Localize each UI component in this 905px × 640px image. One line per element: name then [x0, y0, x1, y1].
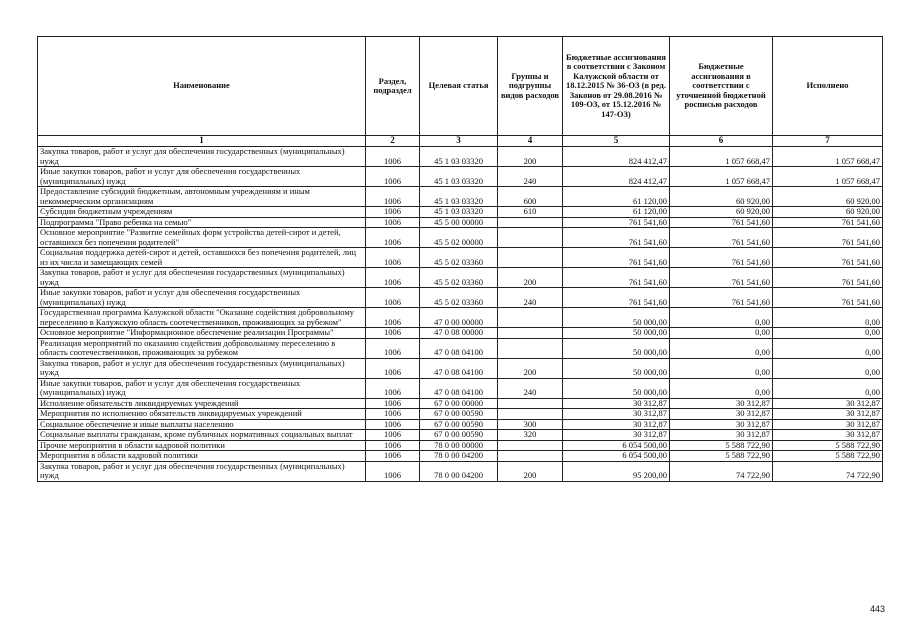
cell-refined: 30 312,87 — [670, 430, 773, 441]
table-row — [38, 147, 883, 167]
cell-target: 67 0 00 00590 — [420, 430, 498, 441]
cell-section: 1006 — [366, 358, 420, 378]
cell-target: 67 0 00 00590 — [420, 409, 498, 420]
cell-name: Реализация мероприятий по оказанию содействия добровольному переселению в область соотечественников, проживающих за рубежом — [38, 338, 366, 358]
cell-law: 50 000,00 — [563, 338, 670, 358]
cell-refined: 0,00 — [670, 358, 773, 378]
cell-executed: 5 588 722,90 — [773, 440, 883, 451]
cell-law: 50 000,00 — [563, 358, 670, 378]
table-row — [38, 268, 883, 288]
cell-law: 761 541,60 — [563, 228, 670, 248]
cell-refined: 30 312,87 — [670, 419, 773, 430]
cell-name: Государственная программа Калужской области "Оказание содействия добровольному переселению в Калужскую область соотечественников, проживающих за рубежом" — [38, 308, 366, 328]
cell-group: 610 — [498, 207, 563, 218]
cell-group — [498, 440, 563, 451]
cell-refined: 761 541,60 — [670, 228, 773, 248]
cell-name: Закупка товаров, работ и услуг для обеспечения государственных (муниципальных) нужд — [38, 461, 366, 481]
column-number: 6 — [670, 136, 773, 147]
cell-executed: 0,00 — [773, 338, 883, 358]
cell-name: Социальные выплаты гражданам, кроме публичных нормативных социальных выплат — [38, 430, 366, 441]
cell-name: Иные закупки товаров, работ и услуг для обеспечения государственных (муниципальных) нужд — [38, 378, 366, 398]
cell-law: 50 000,00 — [563, 328, 670, 339]
cell-executed: 761 541,60 — [773, 228, 883, 248]
cell-name: Социальное обеспечение и иные выплаты населению — [38, 419, 366, 430]
header-target: Целевая статья — [420, 37, 498, 136]
cell-law: 761 541,60 — [563, 288, 670, 308]
header-refined: Бюджетные ассигнования в соответствии с уточненной бюджетной росписью расходов — [670, 37, 773, 136]
column-number: 4 — [498, 136, 563, 147]
table-row — [38, 167, 883, 187]
cell-section: 1006 — [366, 217, 420, 228]
cell-name: Мероприятия в области кадровой политики — [38, 451, 366, 462]
cell-section: 1006 — [366, 248, 420, 268]
header-groups: Группы и подгруппы видов расходов — [498, 37, 563, 136]
cell-section: 1006 — [366, 419, 420, 430]
cell-name: Социальная поддержка детей-сирот и детей, оставшихся без попечения родителей, лиц из их числа и замещающих семей — [38, 248, 366, 268]
table-row — [38, 398, 883, 409]
cell-target: 45 5 02 03360 — [420, 248, 498, 268]
cell-executed: 74 722,90 — [773, 461, 883, 481]
cell-target: 45 1 03 03320 — [420, 167, 498, 187]
cell-name: Иные закупки товаров, работ и услуг для обеспечения государственных (муниципальных) нужд — [38, 288, 366, 308]
table-row — [38, 419, 883, 430]
column-number: 3 — [420, 136, 498, 147]
table-row — [38, 378, 883, 398]
cell-law: 95 200,00 — [563, 461, 670, 481]
cell-group: 240 — [498, 167, 563, 187]
cell-name: Основное мероприятие "Информационное обеспечение реализации Программы" — [38, 328, 366, 339]
cell-section: 1006 — [366, 187, 420, 207]
table-row — [38, 430, 883, 441]
cell-name: Предоставление субсидий бюджетным, автономным учреждениям и иным некоммерческим организациям — [38, 187, 366, 207]
cell-section: 1006 — [366, 461, 420, 481]
cell-section: 1006 — [366, 228, 420, 248]
cell-executed: 761 541,60 — [773, 217, 883, 228]
page-number: 443 — [869, 604, 885, 614]
cell-law: 761 541,60 — [563, 268, 670, 288]
cell-refined: 60 920,00 — [670, 187, 773, 207]
cell-group: 200 — [498, 358, 563, 378]
header-name: Наименование — [38, 37, 366, 136]
cell-executed: 60 920,00 — [773, 187, 883, 207]
table-row — [38, 207, 883, 218]
cell-refined: 60 920,00 — [670, 207, 773, 218]
header-executed: Исполнено — [773, 37, 883, 136]
cell-executed: 0,00 — [773, 378, 883, 398]
cell-refined: 761 541,60 — [670, 217, 773, 228]
cell-target: 45 5 02 00000 — [420, 228, 498, 248]
cell-law: 50 000,00 — [563, 378, 670, 398]
cell-section: 1006 — [366, 440, 420, 451]
cell-refined: 74 722,90 — [670, 461, 773, 481]
cell-name: Субсидии бюджетным учреждениям — [38, 207, 366, 218]
cell-section: 1006 — [366, 398, 420, 409]
cell-executed: 1 057 668,47 — [773, 147, 883, 167]
cell-law: 761 541,60 — [563, 248, 670, 268]
cell-target: 45 5 02 03360 — [420, 288, 498, 308]
cell-law: 6 054 500,00 — [563, 440, 670, 451]
budget-table — [37, 36, 883, 482]
column-number-row — [38, 136, 883, 147]
cell-group — [498, 338, 563, 358]
cell-target: 67 0 00 00000 — [420, 398, 498, 409]
cell-section: 1006 — [366, 338, 420, 358]
cell-name: Закупка товаров, работ и услуг для обеспечения государственных (муниципальных) нужд — [38, 268, 366, 288]
table-row — [38, 328, 883, 339]
cell-refined: 761 541,60 — [670, 288, 773, 308]
cell-law: 50 000,00 — [563, 308, 670, 328]
cell-section: 1006 — [366, 451, 420, 462]
column-number: 5 — [563, 136, 670, 147]
cell-executed: 30 312,87 — [773, 430, 883, 441]
cell-section: 1006 — [366, 308, 420, 328]
table-row — [38, 358, 883, 378]
cell-name: Иные закупки товаров, работ и услуг для обеспечения государственных (муниципальных) нужд — [38, 167, 366, 187]
table-row — [38, 217, 883, 228]
cell-executed: 1 057 668,47 — [773, 167, 883, 187]
cell-law: 30 312,87 — [563, 409, 670, 420]
cell-law: 30 312,87 — [563, 430, 670, 441]
cell-refined: 5 588 722,90 — [670, 440, 773, 451]
cell-group — [498, 248, 563, 268]
cell-group: 200 — [498, 461, 563, 481]
cell-name: Закупка товаров, работ и услуг для обеспечения государственных (муниципальных) нужд — [38, 358, 366, 378]
cell-executed: 761 541,60 — [773, 288, 883, 308]
table-row — [38, 187, 883, 207]
table-row — [38, 451, 883, 462]
cell-section: 1006 — [366, 288, 420, 308]
cell-group — [498, 308, 563, 328]
cell-executed: 0,00 — [773, 308, 883, 328]
cell-target: 47 0 08 04100 — [420, 358, 498, 378]
cell-target: 45 1 03 03320 — [420, 207, 498, 218]
cell-group: 320 — [498, 430, 563, 441]
header-section: Раздел, подраздел — [366, 37, 420, 136]
cell-target: 78 0 00 00000 — [420, 440, 498, 451]
table-row — [38, 308, 883, 328]
cell-refined: 5 588 722,90 — [670, 451, 773, 462]
column-number: 2 — [366, 136, 420, 147]
cell-section: 1006 — [366, 268, 420, 288]
cell-target: 47 0 08 00000 — [420, 328, 498, 339]
cell-group — [498, 328, 563, 339]
table-row — [38, 338, 883, 358]
cell-group: 240 — [498, 288, 563, 308]
cell-group — [498, 217, 563, 228]
cell-group — [498, 409, 563, 420]
cell-refined: 1 057 668,47 — [670, 147, 773, 167]
cell-target: 47 0 00 00000 — [420, 308, 498, 328]
cell-section: 1006 — [366, 409, 420, 420]
cell-refined: 0,00 — [670, 338, 773, 358]
cell-section: 1006 — [366, 328, 420, 339]
cell-section: 1006 — [366, 378, 420, 398]
cell-target: 47 0 08 04100 — [420, 338, 498, 358]
cell-executed: 761 541,60 — [773, 248, 883, 268]
cell-group: 300 — [498, 419, 563, 430]
column-number: 1 — [38, 136, 366, 147]
cell-law: 824 412,47 — [563, 167, 670, 187]
cell-name: Подпрограмма "Право ребенка на семью" — [38, 217, 366, 228]
cell-refined: 0,00 — [670, 328, 773, 339]
header-row — [38, 37, 883, 136]
cell-refined: 761 541,60 — [670, 248, 773, 268]
table-row — [38, 409, 883, 420]
cell-executed: 60 920,00 — [773, 207, 883, 218]
cell-law: 30 312,87 — [563, 398, 670, 409]
cell-executed: 5 588 722,90 — [773, 451, 883, 462]
cell-target: 45 5 00 00000 — [420, 217, 498, 228]
cell-refined: 0,00 — [670, 378, 773, 398]
cell-name: Мероприятия по исполнению обязательств ликвидируемых учреждений — [38, 409, 366, 420]
cell-target: 78 0 00 04200 — [420, 461, 498, 481]
cell-group: 600 — [498, 187, 563, 207]
cell-refined: 761 541,60 — [670, 268, 773, 288]
cell-law: 761 541,60 — [563, 217, 670, 228]
cell-group — [498, 451, 563, 462]
cell-name: Основное мероприятие "Развитие семейных форм устройства детей-сирот и детей, оставшихся без попечения родителей" — [38, 228, 366, 248]
cell-executed: 30 312,87 — [773, 409, 883, 420]
table-row — [38, 461, 883, 481]
cell-executed: 30 312,87 — [773, 398, 883, 409]
cell-target: 45 1 03 03320 — [420, 147, 498, 167]
cell-executed: 761 541,60 — [773, 268, 883, 288]
cell-name: Прочие мероприятия в области кадровой политики — [38, 440, 366, 451]
cell-refined: 1 057 668,47 — [670, 167, 773, 187]
cell-section: 1006 — [366, 207, 420, 218]
cell-target: 45 5 02 03360 — [420, 268, 498, 288]
cell-name: Закупка товаров, работ и услуг для обеспечения государственных (муниципальных) нужд — [38, 147, 366, 167]
cell-refined: 30 312,87 — [670, 398, 773, 409]
cell-group: 200 — [498, 268, 563, 288]
column-number: 7 — [773, 136, 883, 147]
cell-law: 61 120,00 — [563, 187, 670, 207]
cell-group: 200 — [498, 147, 563, 167]
cell-refined: 0,00 — [670, 308, 773, 328]
cell-target: 67 0 00 00590 — [420, 419, 498, 430]
cell-law: 6 054 500,00 — [563, 451, 670, 462]
table-row — [38, 228, 883, 248]
table-row — [38, 248, 883, 268]
header-law: Бюджетные ассигнования в соответствии с Законом Калужской области от 18.12.2015 № 36-ОЗ (в ред. Законов от 29.08.2016 № 109-ОЗ, от 15.12.2016 № 147-ОЗ) — [563, 37, 670, 136]
cell-target: 47 0 08 04100 — [420, 378, 498, 398]
cell-refined: 30 312,87 — [670, 409, 773, 420]
cell-group — [498, 228, 563, 248]
cell-section: 1006 — [366, 430, 420, 441]
cell-law: 824 412,47 — [563, 147, 670, 167]
cell-law: 30 312,87 — [563, 419, 670, 430]
cell-executed: 0,00 — [773, 358, 883, 378]
cell-section: 1006 — [366, 167, 420, 187]
cell-target: 78 0 00 04200 — [420, 451, 498, 462]
cell-law: 61 120,00 — [563, 207, 670, 218]
cell-group: 240 — [498, 378, 563, 398]
cell-executed: 0,00 — [773, 328, 883, 339]
cell-target: 45 1 03 03320 — [420, 187, 498, 207]
cell-section: 1006 — [366, 147, 420, 167]
table-row — [38, 440, 883, 451]
cell-name: Исполнение обязательств ликвидируемых учреждений — [38, 398, 366, 409]
cell-group — [498, 398, 563, 409]
table-row — [38, 288, 883, 308]
cell-executed: 30 312,87 — [773, 419, 883, 430]
